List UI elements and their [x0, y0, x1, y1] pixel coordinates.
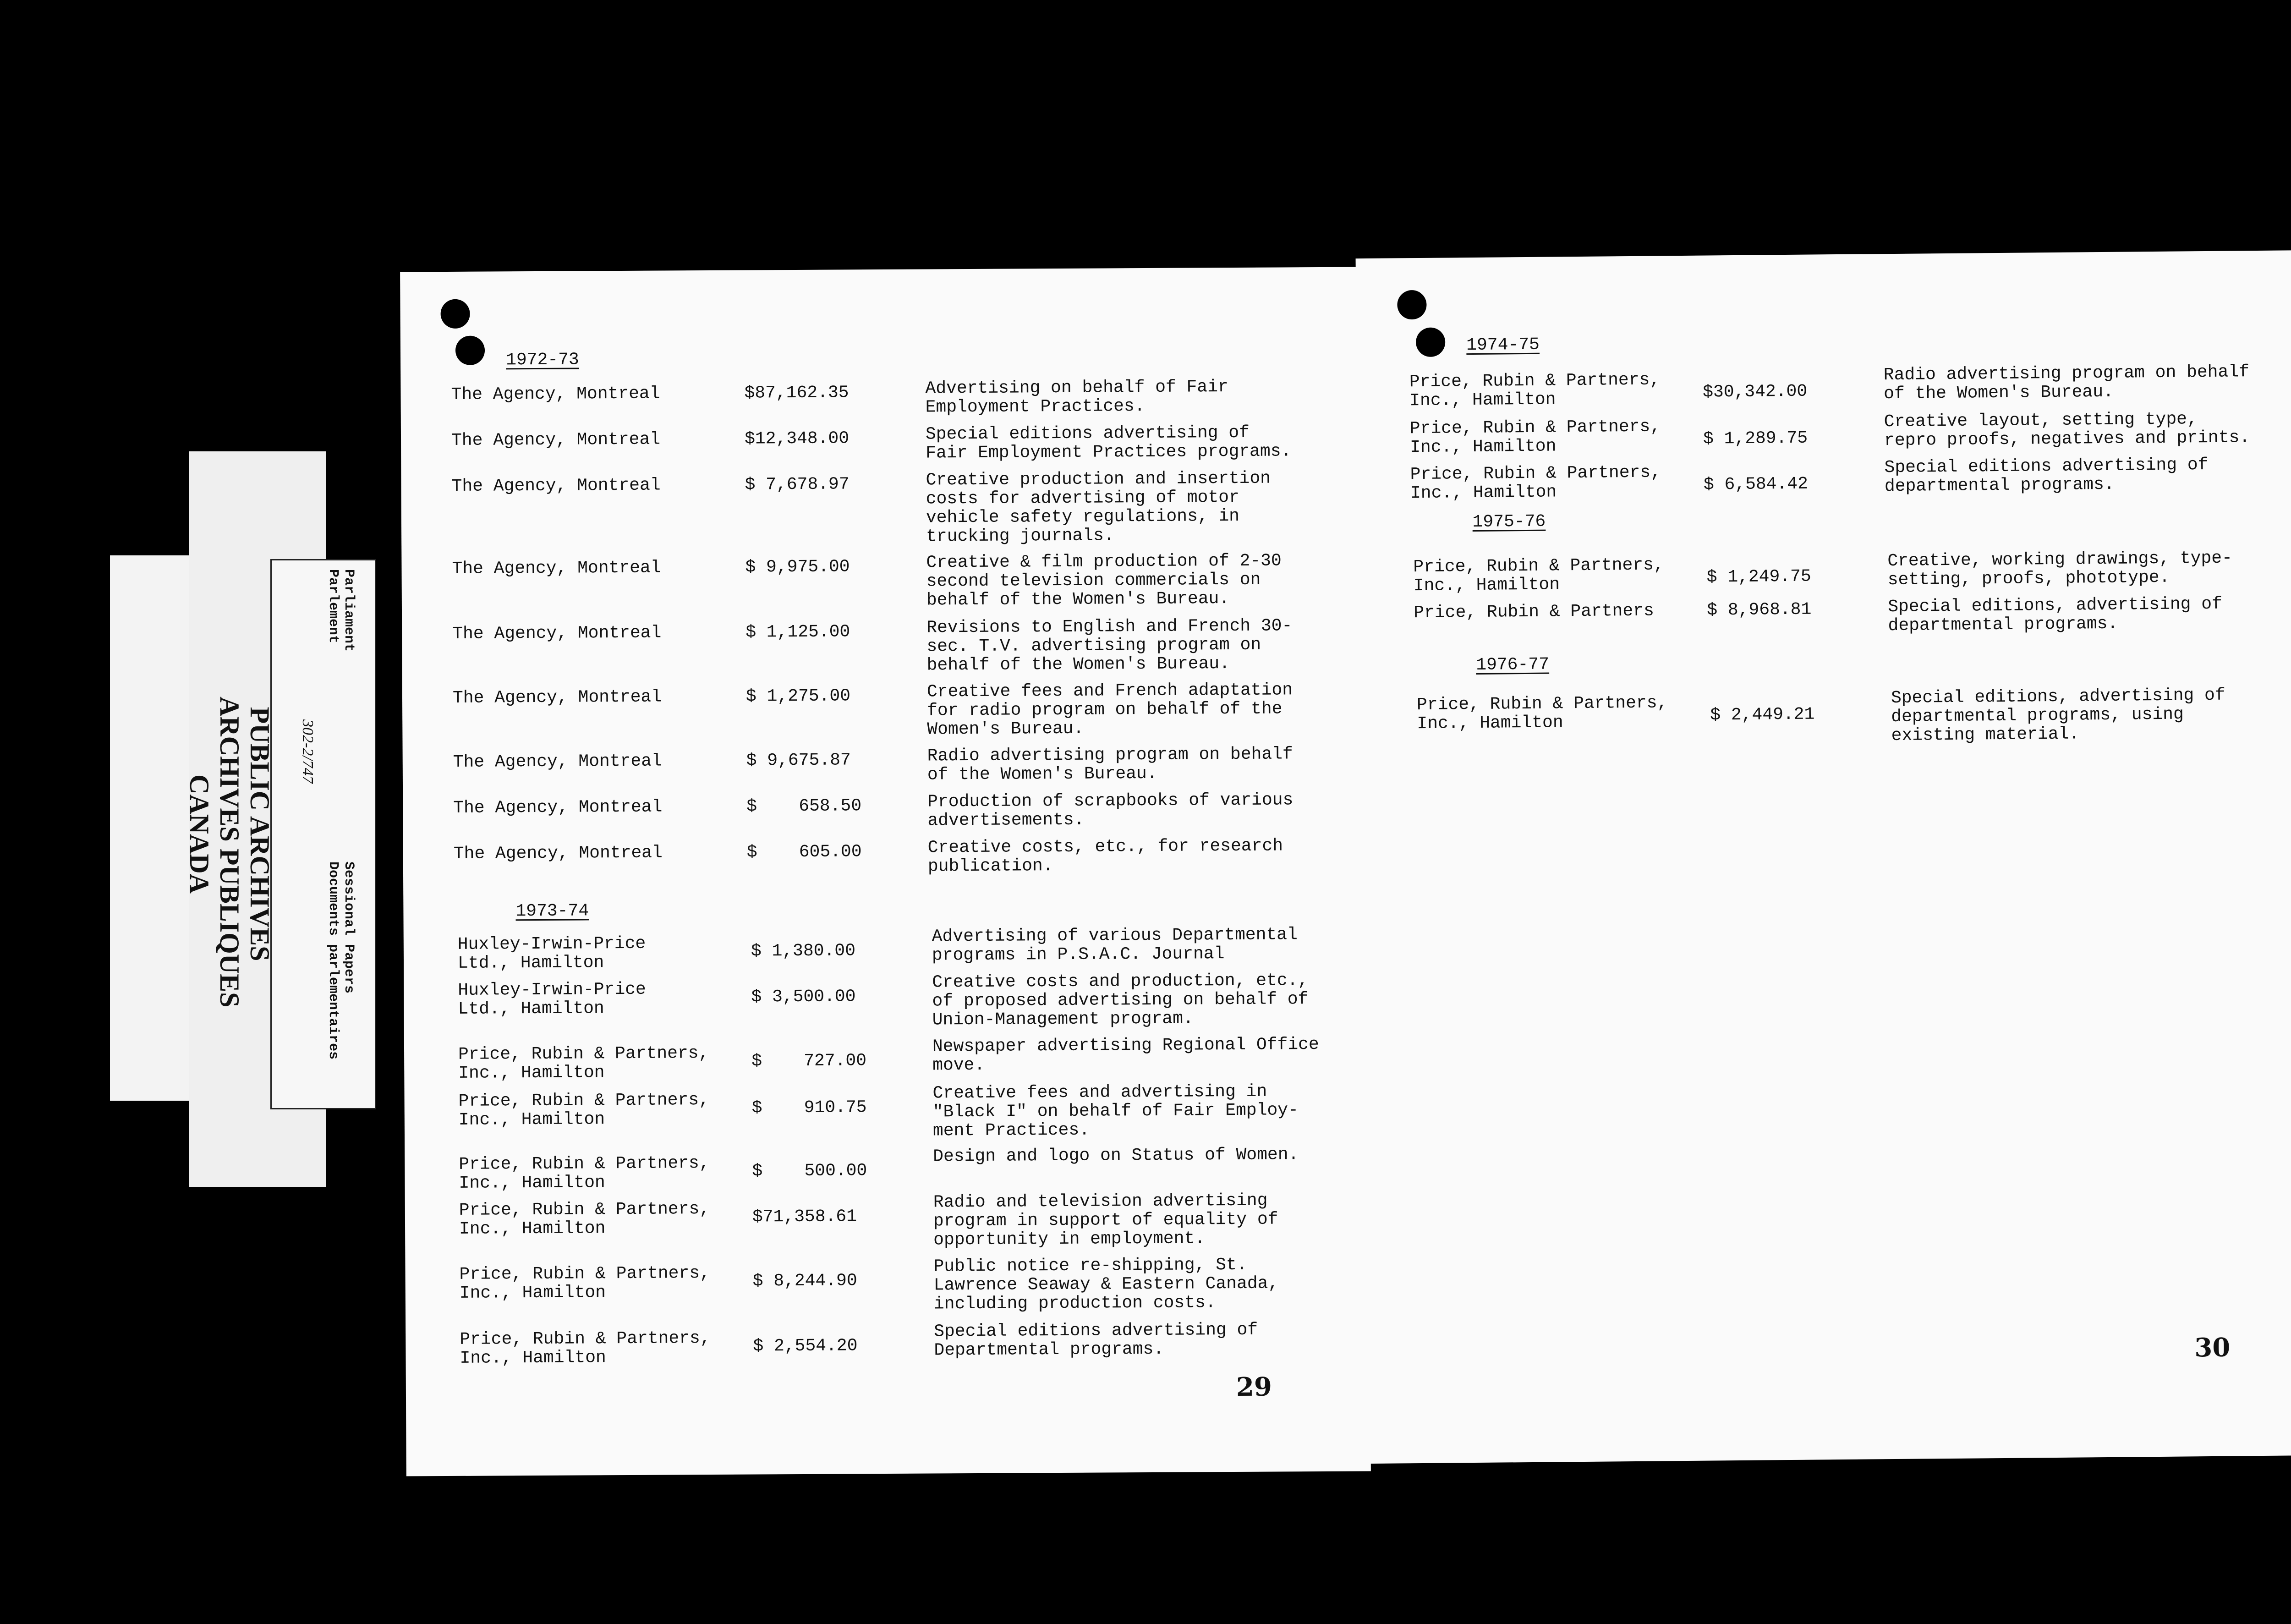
amount: $87,162.35	[744, 383, 849, 403]
description: Advertising on behalf of Fair Employment Practices.	[925, 377, 1228, 417]
description: Public notice re-shipping, St. Lawrence Seaway & Eastern Canada, including production costs.	[933, 1255, 1279, 1314]
description: Radio advertising program on behalf of the Women's Bureau.	[927, 744, 1293, 785]
agency-name: The Agency, Montreal	[452, 687, 662, 708]
punch-hole	[1416, 328, 1446, 357]
description: Newspaper advertising Regional Office move.	[932, 1035, 1319, 1075]
description: Radio and television advertising program in support of equality of opportunity in employment.	[933, 1191, 1278, 1250]
description: Creative costs and production, etc., of proposed advertising on behalf of Union-Management program.	[932, 971, 1309, 1030]
punch-hole	[455, 336, 485, 365]
agency-name: The Agency, Montreal	[453, 843, 663, 864]
description: Special editions advertising of departmental programs.	[1884, 455, 2209, 497]
page-number: 30	[2194, 1332, 2231, 1363]
agency-name: Price, Rubin & Partners	[1414, 601, 1654, 623]
agency-name: Huxley-Irwin-Price Ltd., Hamilton	[458, 979, 646, 1019]
description: Design and logo on Status of Women.	[933, 1145, 1299, 1167]
amount: $ 7,678.97	[745, 474, 850, 495]
amount: $ 500.00	[752, 1161, 867, 1181]
section-year: 1975-76	[1472, 511, 1546, 532]
page-number: 29	[1236, 1372, 1272, 1403]
archives-line: ARCHIVES PUBLIQUES	[214, 697, 245, 1008]
description: Special editions, advertising of departmental programs.	[1888, 594, 2223, 636]
description: Radio advertising program on behalf of the Women's Bureau.	[1883, 362, 2250, 404]
amount: $ 8,968.81	[1707, 599, 1812, 620]
agency-name: Price, Rubin & Partners, Inc., Hamilton	[1416, 693, 1668, 734]
agency-name: Price, Rubin & Partners, Inc., Hamilton	[1409, 370, 1661, 411]
left-page	[400, 267, 1371, 1476]
section-year: 1973-74	[515, 901, 589, 922]
description: Creative fees and French adaptation for radio program on behalf of the Women's Bureau.	[926, 680, 1293, 740]
amount: $ 3,500.00	[751, 987, 856, 1007]
amount: $71,358.61	[752, 1207, 857, 1227]
right-page	[1356, 250, 2291, 1464]
amount: $ 2,449.21	[1710, 704, 1815, 725]
section-year: 1972-73	[506, 350, 579, 370]
parliament-label: Parliament Parlement	[325, 569, 356, 652]
agency-name: Price, Rubin & Partners, Inc., Hamilton	[458, 1043, 709, 1083]
amount: $ 9,675.87	[746, 750, 851, 771]
agency-name: Price, Rubin & Partners, Inc., Hamilton	[1409, 417, 1661, 458]
agency-name: Price, Rubin & Partners, Inc., Hamilton	[458, 1090, 710, 1130]
description: Creative layout, setting type, repro proofs, negatives and prints.	[1884, 409, 2250, 451]
amount: $ 1,249.75	[1706, 566, 1811, 587]
description: Special editions advertising of Departmental programs.	[934, 1320, 1258, 1361]
punch-hole	[440, 299, 470, 329]
amount: $ 605.00	[746, 842, 862, 862]
agency-name: The Agency, Montreal	[451, 384, 660, 405]
agency-name: Price, Rubin & Partners, Inc., Hamilton	[459, 1199, 710, 1239]
description: Creative fees and advertising in "Black I" on behalf of Fair Employ- ment Practices.	[932, 1081, 1299, 1141]
agency-name: The Agency, Montreal	[452, 623, 662, 644]
agency-name: Price, Rubin & Partners, Inc., Hamilton	[459, 1153, 710, 1193]
archives-stamp	[184, 697, 275, 1008]
agency-name: Price, Rubin & Partners, Inc., Hamilton	[1410, 462, 1661, 504]
description: Production of scrapbooks of various advertisements.	[927, 790, 1293, 831]
description: Advertising of various Departmental programs in P.S.A.C. Journal	[932, 925, 1298, 966]
agency-name: The Agency, Montreal	[452, 558, 661, 579]
amount: $ 658.50	[746, 796, 862, 817]
amount: $ 1,380.00	[751, 941, 856, 961]
description: Revisions to English and French 30- sec. T.V. advertising program on behalf of the Women's Bureau.	[926, 616, 1293, 675]
amount: $ 8,244.90	[752, 1271, 857, 1291]
file-number: 302-2/747	[299, 719, 316, 784]
agency-name: Price, Rubin & Partners, Inc., Hamilton	[459, 1263, 710, 1303]
amount: $ 1,125.00	[745, 622, 850, 642]
description: Creative & film production of 2-30 second television commercials on behalf of the Women's Bureau.	[926, 551, 1282, 610]
amount: $ 9,975.00	[745, 557, 850, 577]
amount: $12,348.00	[744, 428, 850, 449]
archive-label-tab	[270, 559, 376, 1109]
amount: $ 1,275.00	[745, 686, 851, 707]
description: Creative production and insertion costs for advertising of motor vehicle safety regulations, in trucking journals.	[926, 468, 1271, 547]
description: Creative, working drawings, type- setting, proofs, phototype.	[1887, 548, 2233, 590]
archives-line: CANADA	[184, 774, 214, 894]
archives-line: PUBLIC ARCHIVES	[245, 707, 275, 961]
agency-name: The Agency, Montreal	[451, 429, 661, 450]
agency-name: The Agency, Montreal	[453, 751, 662, 772]
section-year: 1976-77	[1476, 654, 1550, 675]
section-year: 1974-75	[1466, 335, 1540, 356]
amount: $ 727.00	[751, 1051, 867, 1071]
description: Creative costs, etc., for research publication.	[927, 836, 1283, 877]
sessional-papers-label: Sessional Papers Documents parlementaires	[325, 861, 356, 1060]
agency-name: Huxley-Irwin-Price Ltd., Hamilton	[457, 933, 646, 973]
amount: $ 1,289.75	[1703, 428, 1808, 449]
punch-hole	[1397, 290, 1427, 320]
agency-name: Price, Rubin & Partners, Inc., Hamilton	[460, 1328, 711, 1368]
agency-name: Price, Rubin & Partners, Inc., Hamilton	[1413, 555, 1664, 596]
description: Special editions, advertising of departmental programs, using existing material.	[1891, 685, 2225, 746]
amount: $ 910.75	[751, 1097, 867, 1118]
agency-name: The Agency, Montreal	[451, 475, 661, 496]
amount: $ 6,584.42	[1703, 474, 1809, 495]
description: Special editions advertising of Fair Employment Practices programs.	[925, 422, 1292, 463]
amount: $30,342.00	[1702, 381, 1808, 402]
amount: $ 2,554.20	[753, 1336, 858, 1356]
agency-name: The Agency, Montreal	[453, 797, 663, 818]
